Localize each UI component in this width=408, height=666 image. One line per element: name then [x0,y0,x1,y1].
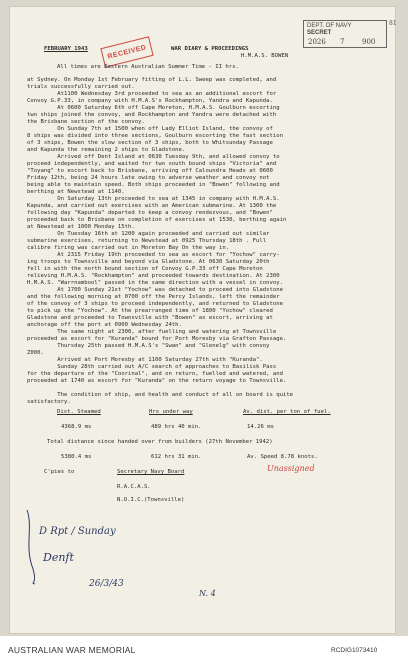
file-number-a: 2026 [308,38,326,46]
body-line: proceeded back to Brisbane on completion of exercises at 1530, berthing again [27,217,287,223]
body-line: for the departure of the "Coorinal", and on return, fuelled and watered, and [27,371,283,377]
body-line: H.M.A.S. "Warrnambool" passed in the same direction with a vessel in convoy. [27,280,283,286]
body-line: relieving H.M.A.S. "Rockhampton" and proceeded towards destination. At 2300 [27,273,280,279]
body-line: Kapunda, and carried out exercises with an American submarine. At 1300 the [27,203,277,209]
body-line: anchorage off the port at 0900 Wednesday 24th. [27,322,182,328]
cell-distance-1: 4368.9 ms [61,424,92,430]
header-hours: Hrs under way [149,409,193,415]
copy-recipient-1: Secretary Navy Board [117,469,185,475]
body-line: at Sydney. On Monday 1st February fitting of L.L. Sweep was completed, and [27,77,277,83]
body-line: Z000. [27,350,44,356]
department-stamp [303,20,387,48]
cell-fuel-1: 14.26 ms [247,424,274,430]
footer-record-id: RCDIG1073410 [331,647,378,654]
handwritten-note-a: D Rpt / Sunday [39,526,116,537]
handwritten-note-b: Denft [43,551,74,564]
body-line: At 1700 Sunday 21st "Yochow" was detached to proceed into Gladstone [27,287,283,293]
file-number-b: 7 [340,38,345,46]
body-line: trials successfully carried out. [27,84,135,90]
body-line: The condition of ship, and health and conduct of all on board is quite [27,392,294,398]
body-line: On Tuesday 16th at 1200 again proceeded and carried out similar [27,231,270,237]
corner-folio-number: 81 [389,20,397,27]
diary-title: WAR DIARY & PROCEEDINGS [171,46,249,52]
body-line: and Kapunda the remaining 2 ships to Gladstone. [27,147,186,153]
body-line: following day "Kapunda" departed to keep a convoy rendezvous, and "Bowen" [27,210,273,216]
department-stamp-line1: DEPT. OF NAVY [307,23,352,29]
time-zone-note: All times are Eastern Australian Summer Time - II hrs. [57,64,239,70]
body-line: Friday 12th, being 24 hours late owing to adverse weather and convoy not [27,175,270,181]
body-line: On Sunday 7th at 1500 when off Lady Elliot Island, the convoy of [27,126,273,132]
document-sheet [9,6,396,634]
body-line: On Saturday 13th proceeded to sea at 1345 in company with H.M.A.S. [27,196,280,202]
copy-recipient-3: N.O.I.C.(Townsville) [117,497,185,503]
total-distance-label: Total distance since handed over from builders (27th November 1942) [47,439,273,445]
body-line: Arrived at Port Moresby at 1100 Saturday 27th with "Kuranda". [27,357,263,363]
cell-hours-1: 489 hrs 40 min. [151,424,202,430]
body-line: of the convoy of 3 ships to proceed independently, and returned to Gladstone [27,301,283,307]
body-line: At 0600 Saturday 6th off Cape Moreton, H.M.A.S. Goulburn escorting [27,105,280,111]
handwritten-folio: N. 4 [199,589,216,598]
body-line: Sunday 28th carried out A/C search of approaches to Basilisk Pass [27,364,277,370]
copies-label: C'pies to [44,469,75,475]
cell-hours-2: 612 hrs 31 min. [151,454,202,460]
file-number-c: 900 [362,38,376,46]
margin-annotation-mark [23,506,43,586]
cell-distance-2: 5380.4 ms [61,454,92,460]
body-line: submarine exercises, returning to Newstead at 0925 Thursday 18th . Full [27,238,267,244]
header-fuel: Av. dist. per ton of fuel. [243,409,331,415]
handwritten-note-right: Unassigned [267,464,315,473]
received-stamp-text: RECEIVED [106,43,148,61]
body-line: being able to maintain speed. Both ships proceeded in "Bowen" following and [27,182,280,188]
body-line: and the following morning at 0700 off the Percy Islands, left the remainder [27,294,280,300]
header-distance: Dist. Steamed [57,409,101,415]
body-line: proceeded at 1740 as escort for "Kuranda" on the return voyage to Townsville. [27,378,287,384]
ship-name: H.M.A.S. BOWEN [241,53,289,59]
body-line: Gladstone and proceeded to Townsville with "Bowen" as escort, arriving at [27,315,273,321]
footer-source: AUSTRALIAN WAR MEMORIAL [8,645,136,655]
body-line: At1100 Wednesday 3rd proceeded to sea as an additional escort for [27,91,277,97]
body-line: fell in with the north bound section of Convoy G.P.33 off Cape Moreton [27,266,263,272]
body-line: Convoy G.P.33, in company with H.M.A.S's Rockhampton, Yandra and Kapunda. [27,98,273,104]
body-line: At 2315 Friday 19th proceeded to sea as escort for "Yochow" carry- [27,252,280,258]
body-line: The same night at 2300, after fuelling and watering at Townsville [27,329,277,335]
handwritten-date: 26/3/43 [89,579,124,589]
copy-recipient-2: R.A.C.A.S. [117,484,151,490]
body-line: "Toyang" to escort back to Brisbane, arriving off Caloundra Heads at 0600 [27,168,273,174]
body-line: calibre firing was carried out in Moreton Bay On the way in. [27,245,230,251]
body-line: Arrived off Dent Island at 0630 Tuesday 9th, and allowed convoy to [27,154,280,160]
body-line: satisfactory. [27,399,71,405]
department-stamp-line2: SECRET [307,30,332,36]
body-line: the Brisbane section of the convoy. [27,119,145,125]
body-line: berthing at Newstead at 1140. [27,189,125,195]
body-line: proceeded as escort for "Kuranda" bound for Port Moresby via Grafton Passage. [27,336,287,342]
cell-speed-2: Av. Speed 8.78 knots. [247,454,318,460]
body-line: Thursday 25th passed H.M.A.S's "Swan" and "Glenelg" with convoy [27,343,270,349]
diary-month: FEBRUARY 1943 [44,46,88,52]
body-line: to pick up the "Yochow". At the prearranged time of 1800 "Yochow" cleared [27,308,273,314]
body-line: proceed independently, and waited for two south bound ships "Victoria" and [27,161,277,167]
body-line: of 3 ships, Bowen the slow section of 3 ships, both to Whitsunday Passage [27,140,273,146]
body-line: 8 ships was divided into three sections, Goulburn escorting the fast section [27,133,283,139]
body-line: ing troops to Townsville and beyond via Gladstone. At 0630 Saturday 20th [27,259,270,265]
body-line: two ships joined the convoy, and Rockhampton and Yandra were detached with [27,112,277,118]
body-line: at Newstead at 1000 Monday 15th. [27,224,135,230]
